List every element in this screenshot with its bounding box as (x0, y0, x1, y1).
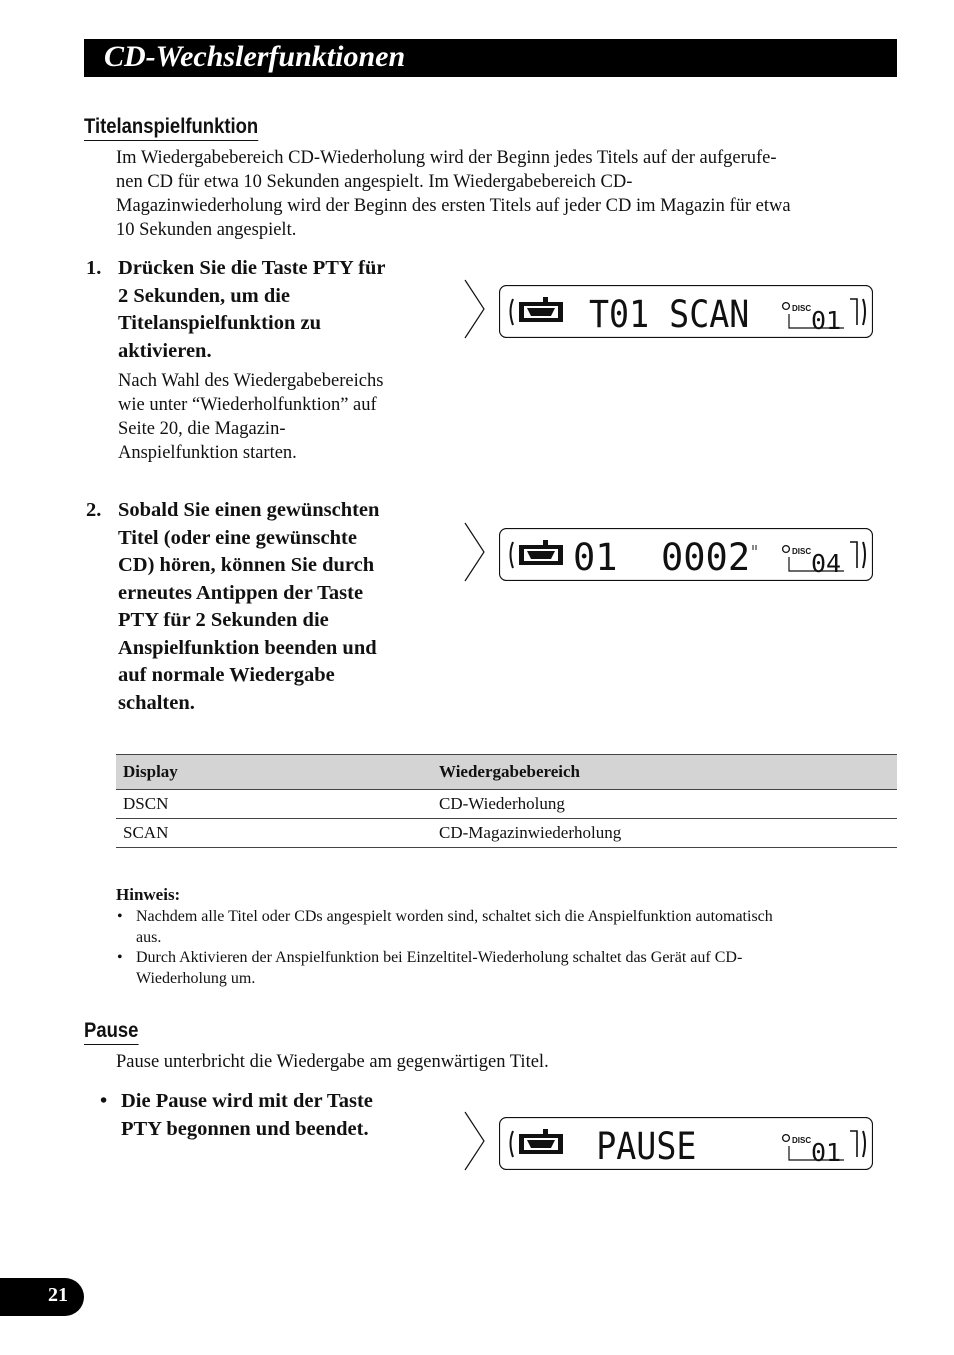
instruction-line: Titel (oder eine gewünschte (118, 526, 357, 549)
instruction-line: PTY für 2 Sekunden die (118, 609, 329, 631)
lcd-track-number: 01 (573, 536, 618, 579)
instruction-line: CD) hören, können Sie durch (118, 554, 375, 576)
intro-line: Im Wiedergabebereich CD-Wiederholung wird der Beginn jedes Titels auf der aufgerufe- (116, 148, 777, 168)
pause-intro: Pause unterbricht die Wiedergabe am gegenwärtigen Titel. (116, 1052, 549, 1072)
instruction-line: Drücken Sie die Taste PTY für (118, 257, 386, 279)
note-line: Nach Wahl des Wiedergabebereichs (118, 371, 384, 391)
table-cell: DSCN (116, 790, 432, 819)
instruction-line: Anspielfunktion beenden und (118, 636, 377, 659)
lcd-time: 0002 (661, 536, 751, 579)
table-cell: CD-Wiederholung (432, 790, 897, 819)
instruction-line: erneutes Antippen der Taste (118, 581, 364, 604)
section1-intro (116, 146, 886, 242)
bullet-icon: • (100, 1090, 108, 1112)
instruction-line: auf normale Wiedergabe (118, 664, 335, 686)
step2-number: 2. (86, 499, 102, 521)
instruction-line: schalten. (118, 691, 195, 714)
section-heading-pause: Pause (84, 1018, 138, 1045)
pointer-arrow-icon (464, 522, 486, 582)
disc-label: DISC (792, 304, 812, 313)
table-cell: SCAN (116, 819, 432, 848)
step1-number: 1. (86, 257, 102, 279)
lcd-display-playback (499, 528, 873, 581)
intro-line: 10 Sekunden angespielt. (116, 220, 297, 240)
bullet-icon: • (117, 908, 123, 925)
lcd-main-text: PAUSE (596, 1125, 697, 1169)
chapter-title: CD-Wechslerfunktionen (104, 40, 406, 73)
table-row (116, 790, 897, 819)
instruction-line: PTY begonnen und beendet. (121, 1117, 369, 1140)
disc-label: DISC (792, 1136, 812, 1145)
lcd-main-text: T01 SCAN (589, 293, 750, 337)
section-heading-titelanspielfunktion: Titelanspielfunktion (84, 114, 258, 141)
list-item (116, 948, 876, 989)
note-line: Anspielfunktion starten. (118, 443, 297, 463)
hint-list (116, 907, 876, 989)
lcd-display-pause (499, 1117, 873, 1170)
table-header-row (116, 755, 897, 790)
hint-line: Nachdem alle Titel oder CDs angespielt worden sind, schaltet sich die Anspielfunktion automatisch (136, 908, 773, 925)
intro-line: nen CD für etwa 10 Sekunden angespielt. Im Wiedergabebereich CD- (116, 172, 633, 192)
note-line: Seite 20, die Magazin- (118, 419, 286, 439)
instruction-line: Titelanspielfunktion zu (118, 312, 321, 334)
table-row (116, 819, 897, 848)
disc-number: 04 (811, 549, 842, 578)
chapter-title-bar (84, 39, 897, 77)
disc-label: DISC (792, 547, 812, 556)
hint-line: Wiederholung um. (136, 969, 256, 987)
column-header-wiedergabebereich: Wiedergabebereich (432, 755, 897, 790)
lcd-display-scan (499, 285, 873, 338)
column-header-display: Display (116, 755, 432, 790)
instruction-line: Die Pause wird mit der Taste (121, 1090, 373, 1112)
instruction-line: aktivieren. (118, 339, 212, 362)
bullet-icon: • (117, 949, 123, 966)
hint-title: Hinweis: (116, 885, 181, 904)
pointer-arrow-icon (464, 279, 486, 339)
step1-instruction (118, 255, 438, 365)
instruction-line: Sobald Sie einen gewünschten (118, 499, 380, 521)
page-number: 21 (48, 1284, 68, 1306)
step2-instruction (118, 497, 448, 717)
intro-line: Magazinwiederholung wird der Beginn des ersten Titels auf jeder CD im Magazin für etwa (116, 196, 791, 216)
playback-range-table (116, 754, 897, 848)
disc-number: 01 (811, 306, 842, 335)
pointer-arrow-icon (464, 1111, 486, 1171)
list-item (116, 907, 876, 948)
pause-instruction (121, 1088, 421, 1143)
hint-line: aus. (136, 928, 162, 946)
hint-line: Durch Aktivieren der Anspielfunktion bei Einzeltitel-Wiederholung schaltet das Gerät auf CD- (136, 949, 743, 966)
disc-number: 01 (811, 1138, 842, 1167)
page-number-tab (0, 1278, 84, 1316)
step1-note (118, 369, 438, 465)
note-line: wie unter “Wiederholfunktion” auf (118, 395, 377, 415)
table-cell: CD-Magazinwiederholung (432, 819, 897, 848)
instruction-line: 2 Sekunden, um die (118, 284, 291, 307)
